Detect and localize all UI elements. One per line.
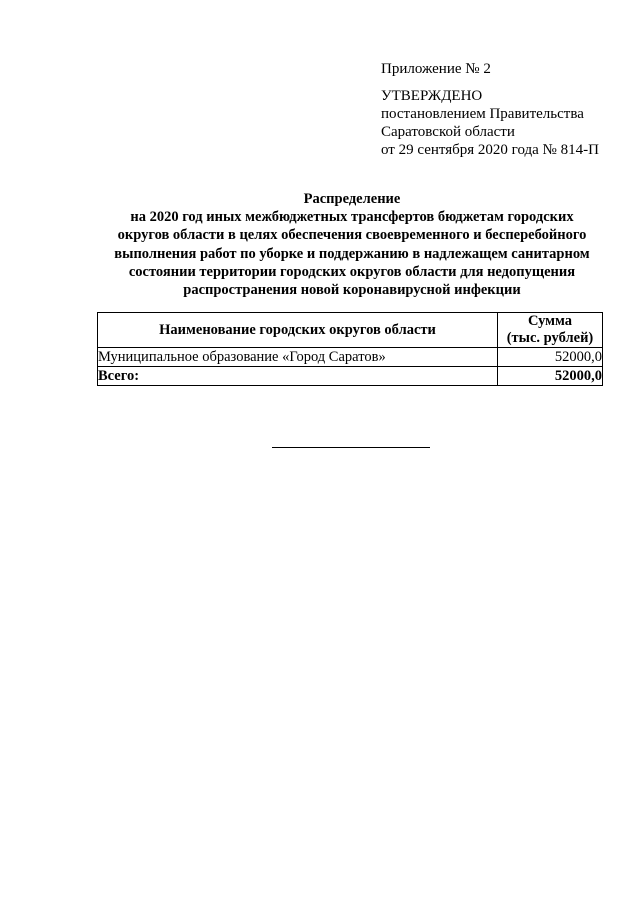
appendix-label: Приложение № 2 [381,61,491,77]
header-sum-line-2: (тыс. рублей) [506,330,594,346]
distribution-table [97,312,603,386]
title-line-4: выполнения работ по уборке и поддержанию в надлежащем санитарном [114,245,590,262]
closing-line [272,447,430,448]
approved-line-1: постановлением Правительства [381,106,584,122]
row-name: Муниципальное образование «Город Саратов» [98,348,498,367]
header-sum [498,313,603,348]
title-line-3: округов области в целях обеспечения своевременного и бесперебойного [117,227,587,244]
approval-stamp [381,87,599,159]
title-line-5: состоянии территории городских округов области для недопущения [128,263,576,280]
approved-title: УТВЕРЖДЕНО [381,88,483,104]
row-sum: 52000,0 [498,348,603,367]
table-row [98,348,603,367]
table-total-row [98,367,603,386]
total-sum: 52000,0 [498,367,603,386]
total-label: Всего: [98,367,498,386]
table-header-row [98,313,603,348]
header-name: Наименование городских округов области [98,313,498,348]
document-title [96,190,608,299]
title-line-2: на 2020 год иных межбюджетных трансфертов бюджетам городских [130,209,574,226]
header-sum-line-1: Сумма [527,313,573,329]
title-line-6: распространения новой коронавирусной инфекции [183,282,521,299]
title-line-1: Распределение [303,191,401,207]
approved-line-2: Саратовской области [381,124,515,140]
approved-line-3: от 29 сентября 2020 года № 814-П [381,142,599,158]
